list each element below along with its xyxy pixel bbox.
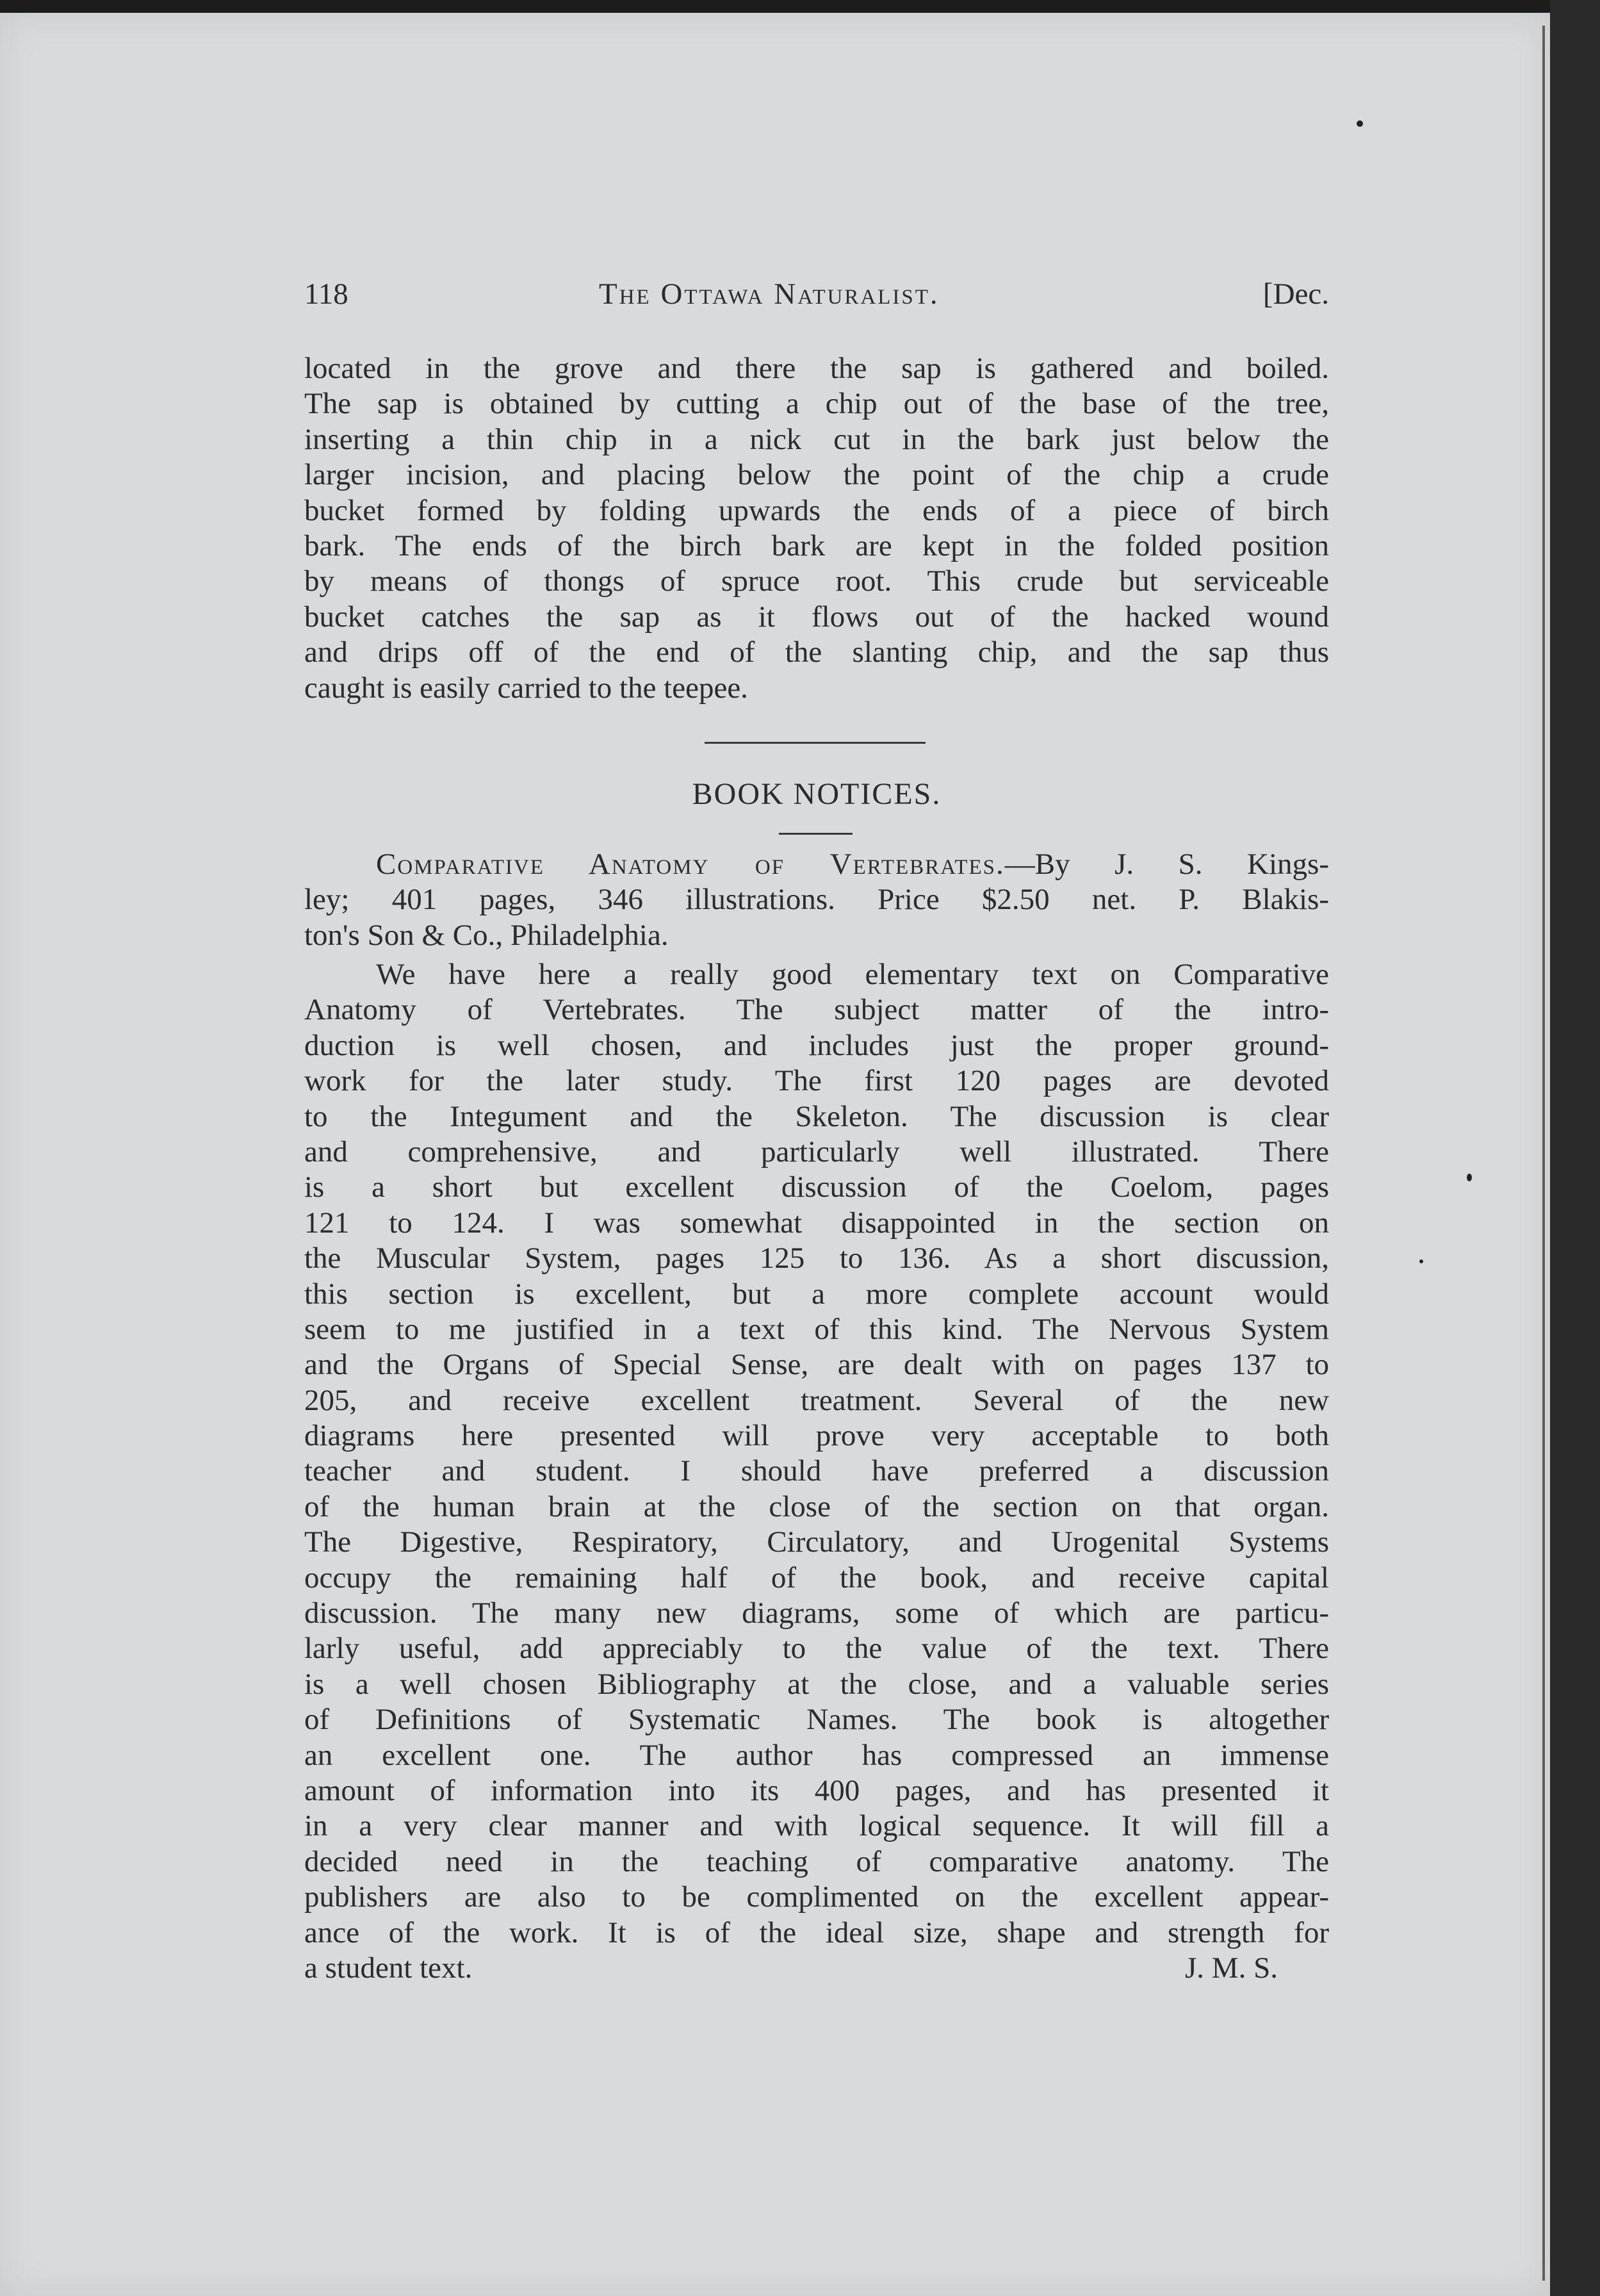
text-line: bucket catches the sap as it flows out of the hacked wound: [304, 600, 1329, 634]
review-line: publishers are also to be complimented on the excellent appear-: [304, 1880, 1329, 1914]
review-line: decided need in the teaching of comparative anatomy. The: [304, 1844, 1329, 1878]
citation-line: ley; 401 pages, 346 illustrations. Price $2.50 net. P. Blakis-: [304, 883, 1329, 917]
review-final-line: [304, 1951, 1329, 1986]
citation-author: —By J. S. Kings-: [1004, 848, 1329, 881]
dust-speck: [1467, 1174, 1472, 1181]
text-line: by means of thongs of spruce root. This crude but serviceable: [304, 564, 1329, 598]
review-line: discussion. The many new diagrams, some of which are particu-: [304, 1596, 1329, 1630]
book-review: [304, 957, 1329, 1986]
text-line: and drips off of the end of the slanting chip, and the sap thus: [304, 636, 1329, 669]
review-line: to the Integument and the Skeleton. The discussion is clear: [304, 1099, 1329, 1133]
issue-month: [Dec.: [1262, 277, 1329, 311]
review-line: a student text.: [304, 1951, 473, 1985]
page-number: 118: [304, 277, 348, 311]
text-line: larger incision, and placing below the point of the chip a crude: [304, 458, 1329, 492]
page-edge: [1550, 0, 1600, 2296]
review-line: teacher and student. I should have preferred a discussion: [304, 1454, 1329, 1488]
text-line: The sap is obtained by cutting a chip out of the base of the tree,: [304, 387, 1329, 421]
review-line: this section is excellent, but a more complete account would: [304, 1277, 1329, 1311]
section-heading: BOOK NOTICES.: [692, 777, 942, 811]
review-line: and comprehensive, and particularly well illustrated. There: [304, 1135, 1329, 1168]
journal-title: The Ottawa Naturalist.: [599, 277, 940, 311]
text-line: bucket formed by folding upwards the ends of a piece of birch: [304, 493, 1329, 527]
review-line: seem to me justified in a text of this kind. The Nervous System: [304, 1312, 1329, 1346]
review-line: 121 to 124. I was somewhat disappointed in the section on: [304, 1206, 1329, 1240]
review-line: and the Organs of Special Sense, are dealt with on pages 137 to: [304, 1348, 1329, 1382]
review-line: work for the later study. The first 120 pages are devoted: [304, 1064, 1329, 1098]
review-line: Anatomy of Vertebrates. The subject matter of the intro-: [304, 993, 1329, 1027]
review-line: an excellent one. The author has compressed an immense: [304, 1738, 1329, 1772]
heading-rule: [779, 833, 853, 835]
text-line: bark. The ends of the birch bark are kept in the folded position: [304, 529, 1329, 562]
review-line: We have here a really good elementary text on Comparative: [376, 958, 1329, 991]
review-line: of Definitions of Systematic Names. The book is altogether: [304, 1703, 1329, 1737]
review-line: amount of information into its 400 pages, and has presented it: [304, 1773, 1329, 1807]
text-line: inserting a thin chip in a nick cut in the bark just below the: [304, 422, 1329, 456]
citation-line: ton's Son & Co., Philadelphia.: [304, 918, 669, 952]
text-line: caught is easily carried to the teepee.: [304, 671, 748, 705]
review-line: is a well chosen Bibliography at the close, and a valuable series: [304, 1667, 1329, 1701]
dust-speck: [1357, 120, 1363, 127]
review-line: duction is well chosen, and includes just the proper ground-: [304, 1028, 1329, 1062]
reviewer-signature: J. M. S.: [1185, 1951, 1278, 1985]
citation-line-1: [304, 847, 1329, 882]
review-line: is a short but excellent discussion of the Coelom, pages: [304, 1170, 1329, 1204]
review-line: the Muscular System, pages 125 to 136. As a short discussion,: [304, 1242, 1329, 1275]
book-title: Comparative Anatomy of Vertebrates.: [376, 848, 1005, 881]
review-line: larly useful, add appreciably to the value of the text. There: [304, 1632, 1329, 1666]
continued-paragraph: [304, 351, 1329, 706]
review-line: occupy the remaining half of the book, and receive capital: [304, 1561, 1329, 1595]
book-notice-citation: [304, 847, 1329, 953]
section-divider: [705, 742, 926, 744]
review-line: 205, and receive excellent treatment. Several of the new: [304, 1383, 1329, 1417]
review-line: in a very clear manner and with logical sequence. It will fill a: [304, 1809, 1329, 1843]
review-line: of the human brain at the close of the section on that organ.: [304, 1489, 1329, 1523]
review-line: ance of the work. It is of the ideal size, shape and strength for: [304, 1915, 1329, 1949]
running-head: [304, 277, 1329, 322]
binding-line: [1542, 26, 1545, 2281]
review-line: diagrams here presented will prove very acceptable to both: [304, 1419, 1329, 1453]
text-line: located in the grove and there the sap is gathered and boiled.: [304, 352, 1329, 385]
dust-speck: [1419, 1259, 1423, 1263]
review-line: The Digestive, Respiratory, Circulatory, and Urogenital Systems: [304, 1525, 1329, 1559]
